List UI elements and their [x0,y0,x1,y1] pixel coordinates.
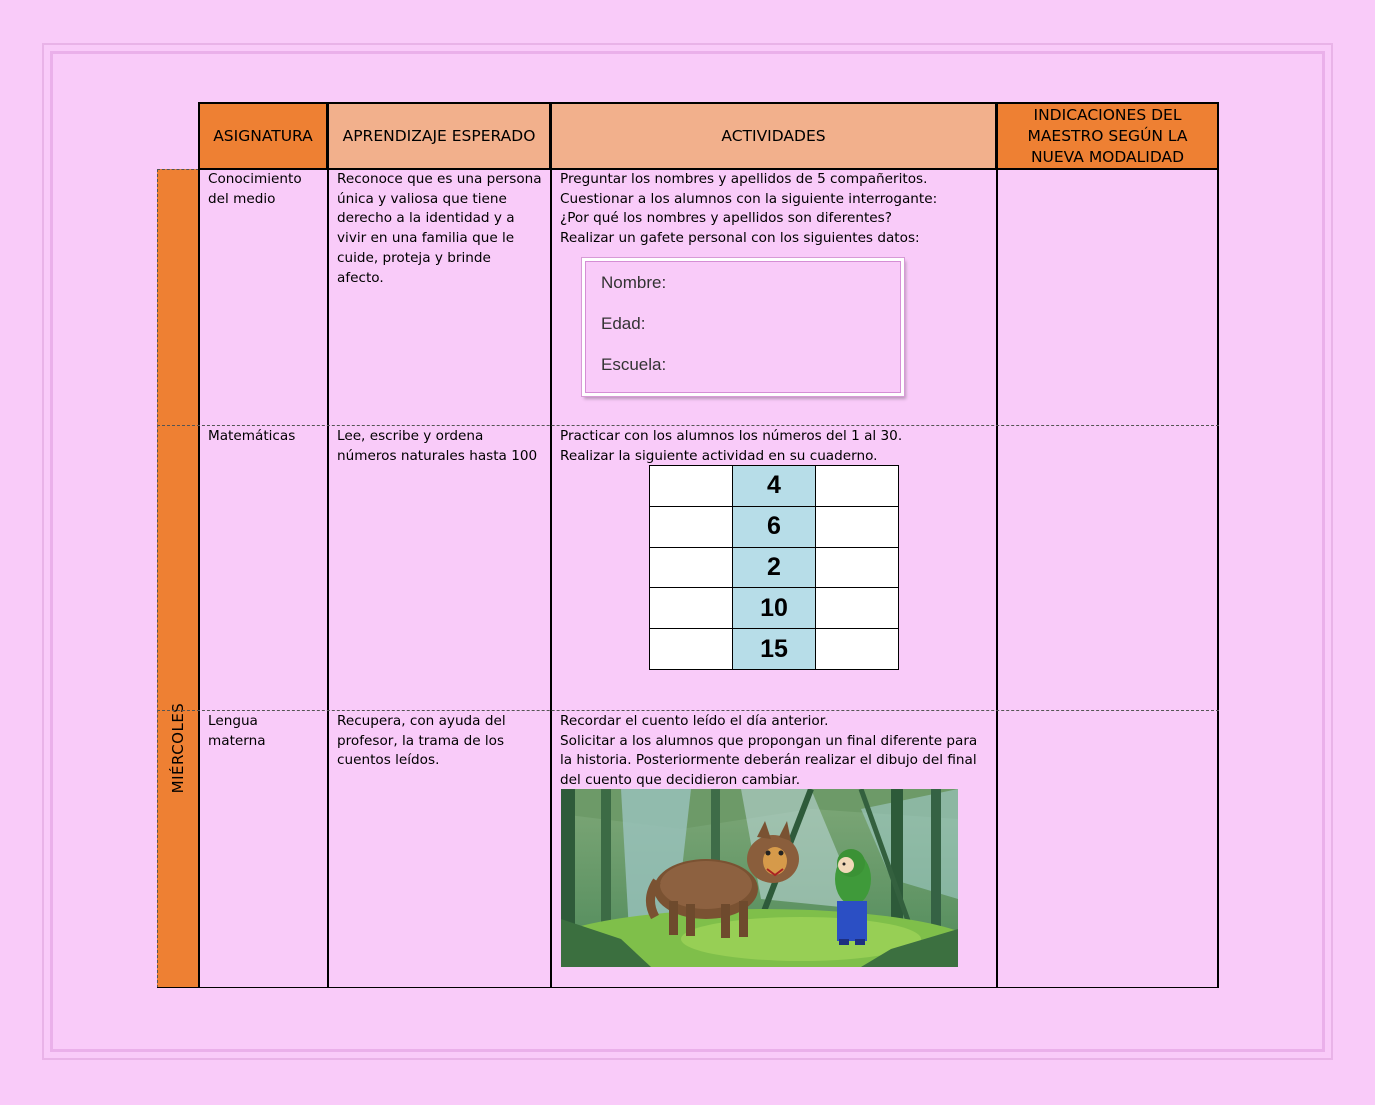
table-cell [816,629,899,670]
header-aprendizaje [327,102,551,170]
table-row [650,466,899,507]
column-divider [198,169,200,988]
header-actividades [550,102,997,170]
table-cell [650,629,733,670]
header-aprendizaje-label: APRENDIZAJE ESPERADO [342,126,536,145]
number-cell: 2 [733,547,816,588]
forest-wolf-image [561,789,958,967]
column-divider [550,169,552,988]
badge-edad-label: Edad: [601,314,646,333]
text-line: afecto. [337,269,384,286]
column-divider [327,169,329,988]
row2-aprendizaje [337,427,549,466]
text-line: Cuestionar a los alumnos con la siguiente interrogante: [560,190,938,207]
text-line: Conocimiento [208,171,302,187]
text-line: Matemáticas [208,428,296,444]
text-line: Realizar un gafete personal con los siguientes datos: [560,230,920,247]
text-line: la historia. Posteriormente deberán realizar el dibujo del final [560,752,977,769]
table-cell [650,506,733,547]
badge-nombre-label: Nombre: [601,273,667,292]
day-label: MIÉRCOLES [169,702,187,794]
header-indicaciones [996,102,1219,170]
table-cell [816,588,899,629]
text-line: Practicar con los alumnos los números del 1 al 30. [560,428,903,444]
row-divider [157,425,1219,426]
number-cell: 15 [733,629,816,670]
text-line: del medio [208,190,276,207]
header-asignatura-label: ASIGNATURA [213,126,313,145]
row2-actividades [560,427,994,466]
text-line: Lengua [208,713,258,729]
text-line: Realizar la siguiente actividad en su cuaderno. [560,447,878,464]
row1-aprendizaje [337,170,549,288]
text-line: materna [208,732,266,749]
text-line: cuide, proteja y brinde [337,249,491,266]
number-cell: 4 [733,466,816,507]
table-cell [816,506,899,547]
day-column [157,169,199,988]
text-line: única y valiosa que tiene [337,190,507,207]
badge-escuela-label: Escuela: [601,355,667,374]
row-divider [157,710,1219,711]
text-line: Recordar el cuento leído el día anterior. [560,713,829,729]
row1-actividades [560,170,994,249]
header-actividades-label: ACTIVIDADES [721,126,826,145]
row2-asignatura [208,427,323,447]
table-cell [816,547,899,588]
header-asignatura [198,102,328,170]
text-line: Reconoce que es una persona [337,171,542,187]
table-cell [650,588,733,629]
table-cell [650,547,733,588]
table-row [650,547,899,588]
header-indicaciones-label: INDICACIONES DEL MAESTRO SEGÚN LA NUEVA MODALIDAD [1027,105,1188,166]
table-row [650,629,899,670]
number-cell: 10 [733,588,816,629]
column-divider [1217,169,1219,988]
badge-template [582,258,904,396]
text-line: del cuento que decidieron cambiar. [560,772,801,789]
row3-asignatura [208,712,323,751]
text-line: derecho a la identidad y a [337,210,515,227]
text-line: vivir en una familia que le [337,230,515,247]
text-line: profesor, la trama de los [337,732,505,749]
text-line: Solicitar a los alumnos que propongan un final diferente para [560,732,978,749]
column-divider [996,169,998,988]
text-line: Preguntar los nombres y apellidos de 5 compañeritos. [560,171,928,187]
table-bottom-border [157,987,1219,988]
text-line: cuentos leídos. [337,752,440,769]
text-line: ¿Por qué los nombres y apellidos son diferentes? [560,210,892,227]
text-line: Lee, escribe y ordena [337,428,484,444]
table-row [650,588,899,629]
row1-asignatura [208,170,323,209]
table-cell [650,466,733,507]
number-table [649,465,899,670]
text-line: números naturales hasta 100 [337,447,538,464]
row3-actividades [560,712,994,791]
table-row [650,506,899,547]
text-line: Recupera, con ayuda del [337,713,506,729]
table-cell [816,466,899,507]
row3-aprendizaje [337,712,549,771]
number-cell: 6 [733,506,816,547]
story-illustration [561,789,958,967]
